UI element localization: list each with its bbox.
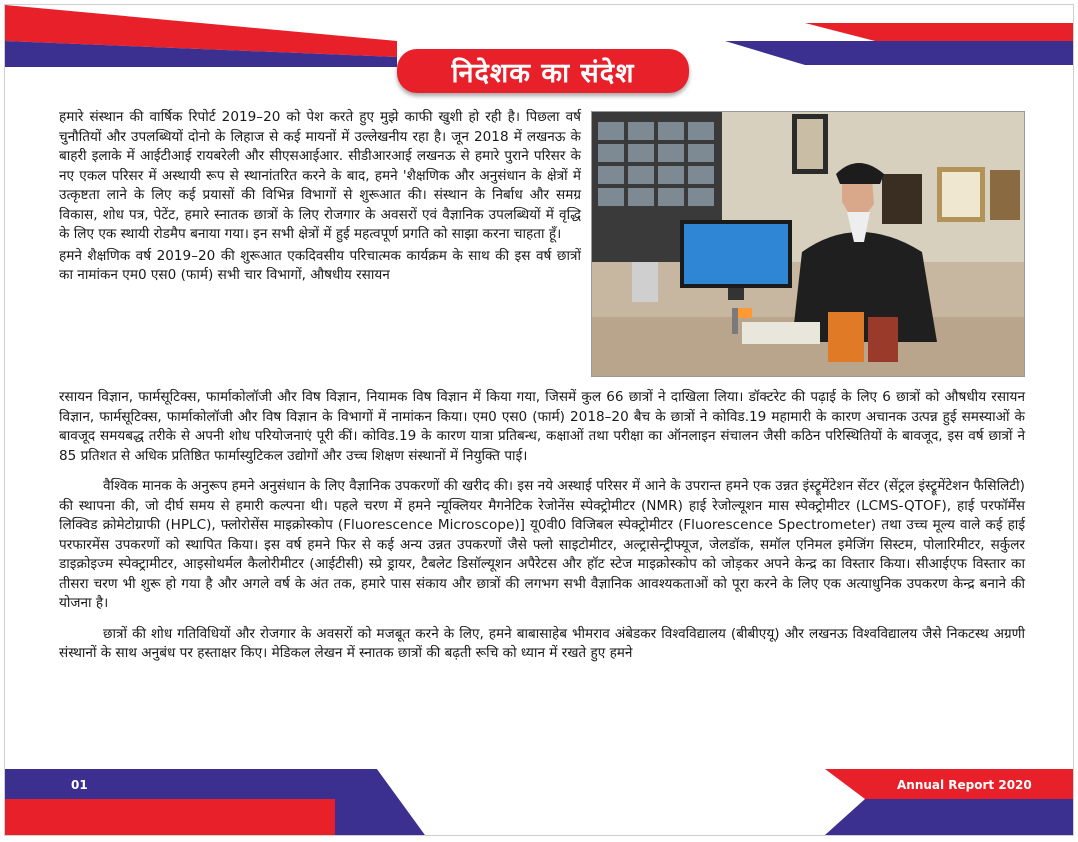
director-office-photo (591, 111, 1025, 377)
paragraph: रसायन विज्ञान, फार्मसूटिक्स, फार्माकोलॉजी और विष विज्ञान, नियामक विष विज्ञान में किया गया, जिसमें कुल 66 छात्रों ने दाखिला लिया। डॉक्टरेट की पढ़ाई के लिए 6 छात्रों को औषधीय रसायन विज्ञान, फार्मसूटिक्स, फार्माकोलॉजी और विष विज्ञान के विभागों में नामांकन किया। एम0 एस0 (फार्म) 2018–20 बैच के छात्रों ने कोविड.19 महामारी के कारण अचानक उत्पन्न हुई समस्याओं के बावजूद समयबद्ध तरीके से अपनी शोध परियोजनाएं पूरी कीं। कोविड.19 के कारण यात्रा प्रतिबन्ध, कक्षाओं तथा परीक्षा का ऑनलाइन संचालन जैसी कठिन परिस्थितियों के बावजूद, इस वर्ष छात्रों ने 85 प्रतिशत से अधिक प्रतिष्ठित फार्मास्युटिकल उद्योगों और उच्च शिक्षण संस्थानों में नियुक्ति पाई। (59, 389, 1025, 464)
paragraph: वैश्विक मानक के अनुरूप हमने अनुसंधान के लिए वैज्ञानिक उपकरणों की खरीद की। इस नये अस्थाई परिसर में आने के उपरान्त हमने एक उन्नत इंस्ट्रूमेंटेशन सेंटर (सेंट्रल इंस्ट्रूमेंटेशन फैसिलिटी) की स्थापना की, जो दीर्घ समय से हमारी कल्पना थी। पहले चरण में हमने न्यूक्लियर मैगनेटिक रेजोनेंस स्पेक्ट्रोमीटर (NMR) हाई रेजोल्यूशन मास स्पेक्ट्रोमीटर (LCMS-QTOF), हाई परफॉर्मेंस लिक्विड क्रोमेटोग्राफी (HPLC), फ्लोरोसेंस माइक्रोस्कोप (Fluorescence Microscope)] यू0वी0 विजिबल स्पेक्ट्रोमीटर (Fluorescence Spectrometer) तथा उच्च मूल्य वाले कई हाई परफारमेंस उपकरणों को स्थापित किया। इस वर्ष हमने फिर से कई अन्य उन्नत उपकरणों जैसे फ्लो साइटोमीटर, अल्ट्रासेन्ट्रीफ्यूज, जेलडॉक, समॉल एनिमल इमेजिंग सिस्टम, पोलारिमीटर, सर्कुलर डाइक्रोइज्म स्पेक्ट्रामीटर, आइसोथर्मल कैलोरीमीटर (आईटीसी) स्प्रे ड्रायर, टैबलेट डिसॉल्यूशन अपैरेटस और हॉट स्टेज माइक्रोस्कोप को जोड़कर अपने केन्द्र का विस्तार किया। सीआईएफ विस्तार का तीसरा चरण भी शुरू हो गया है और अगले वर्ष के अंत तक, हमारे पास संकाय और छात्रों की लगभग सभी वैज्ञानिक आवश्यकताओं को पूरा करने के लिए एक अत्याधुनिक उपकरण केन्द्र बनाने की योजना है। (59, 478, 1025, 611)
report-title: Annual Report 2020 (897, 778, 1032, 792)
paragraph: छात्रों की शोध गतिविधियों और रोजगार के अवसरों को मजबूत करने के लिए, हमने बाबासाहेब भीमराव अंबेडकर विश्वविद्यालय (बीबीएयू) और लखनऊ विश्वविद्यालय जैसे निकटस्थ अग्रणी संस्थानों के साथ अनुबंध पर हस्ताक्षर किए। मेडिकल लेखन में स्नातक छात्रों की बढ़ती रूचि को ध्यान में रखते हुए हमने (59, 625, 1025, 661)
main-text (59, 388, 1025, 675)
intro-text (59, 108, 581, 286)
page-title: निदेशक का संदेश (451, 57, 635, 89)
page-number: 01 (71, 778, 88, 792)
paragraph: हमारे संस्थान की वार्षिक रिपोर्ट 2019–20 को पेश करते हुए मुझे काफी खुशी हो रही है। पिछला वर्ष चुनौतियों और उपलब्धियों दोनो के लिहाज से कई मायनों में उल्लेखनीय रहा है। जून 2018 में लखनऊ के बाहरी इलाके में आईटीआई रायबरेली और सीएसआईआर. सीडीआरआई लखनऊ से हमारे पुराने परिसर के नए एकल परिसर में अस्थायी रूप से स्थानांतरित करने के बाद, हमने 'शैक्षणिक और अनुसंधान के क्षेत्रों में उत्कृष्टता लाने के लिए कई प्रयासों की विभिन्न विभागों से शुरूआत की। संस्थान के निर्बाध और समग्र विकास, शोध पत्र, पेटेंट, हमारे स्नातक छात्रों के लिए रोजगार के अवसरों एवं वैज्ञानिक उपलब्धियों में वृद्धि के लिए एक स्थायी रोडमैप बनाया गया। इन सभी क्षेत्रों में हुई महत्वपूर्ण प्रगति को साझा करना चाहता हूँ। (59, 109, 581, 242)
paragraph: हमने शैक्षणिक वर्ष 2019–20 की शुरूआत एकदिवसीय परिचात्मक कार्यक्रम के साथ की इस वर्ष छात्रों का नामांकन एम0 एस0 (फार्म) सभी चार विभागों, औषधीय रसायन (59, 247, 581, 283)
bottom-decorative-band (5, 765, 1073, 835)
page-heading-badge (397, 49, 689, 93)
report-page (4, 4, 1074, 836)
